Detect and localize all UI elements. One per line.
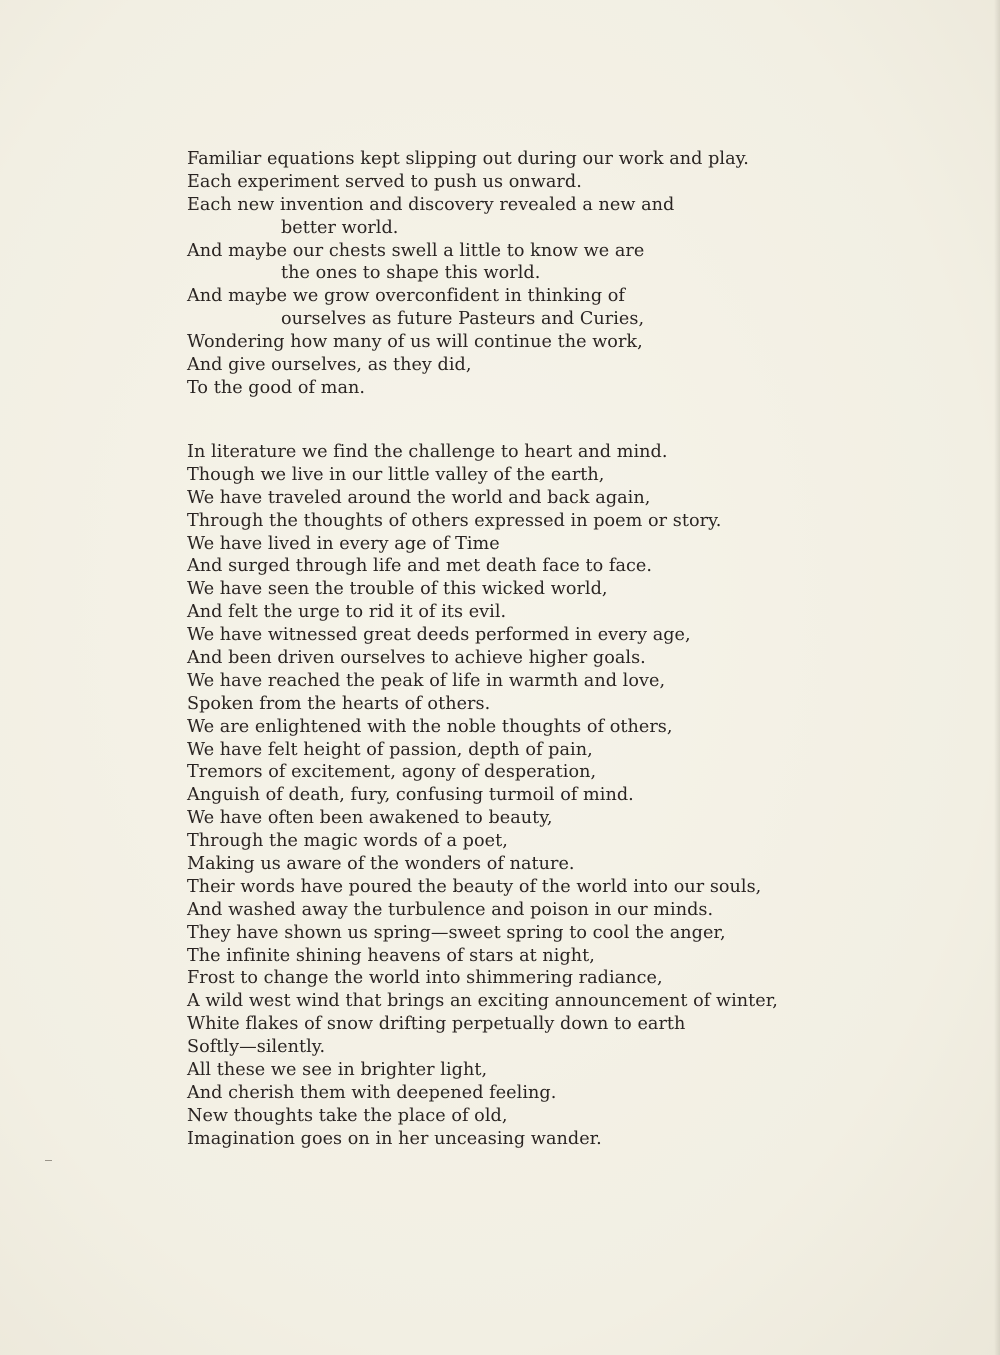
- poem-line: And maybe our chests swell a little to know we are: [187, 240, 645, 261]
- poem-line: They have shown us spring—sweet spring to cool the anger,: [187, 922, 726, 943]
- poem-line: All these we see in brighter light,: [187, 1060, 488, 1081]
- poem-line: And washed away the turbulence and poison in our minds.: [187, 899, 714, 920]
- poem-line: Their words have poured the beauty of the world into our souls,: [187, 876, 762, 897]
- poem-line: And surged through life and met death face to face.: [187, 556, 652, 577]
- poem-line: Spoken from the hearts of others.: [187, 693, 491, 714]
- poem-line: And been driven ourselves to achieve higher goals.: [187, 648, 646, 669]
- poem-line: Tremors of excitement, agony of desperation,: [187, 762, 597, 783]
- poem-stanza-science: [187, 148, 749, 400]
- poem-line: Each experiment served to push us onward.: [187, 171, 582, 192]
- poem-line: A wild west wind that brings an exciting announcement of winter,: [187, 991, 778, 1012]
- poem-line: Though we live in our little valley of the earth,: [187, 464, 605, 485]
- poem-line: Wondering how many of us will continue the work,: [187, 332, 643, 353]
- poem-line: And cherish them with deepened feeling.: [187, 1082, 557, 1103]
- poem-line: We have witnessed great deeds performed in every age,: [187, 625, 691, 646]
- margin-mark: [45, 1160, 52, 1161]
- poem-line: We have felt height of passion, depth of pain,: [187, 739, 593, 760]
- poem-line: Through the magic words of a poet,: [187, 831, 508, 852]
- poem-line: Through the thoughts of others expressed in poem or story.: [187, 510, 722, 531]
- poem-stanza-literature: [187, 441, 778, 1151]
- poem-line: Familiar equations kept slipping out during our work and play.: [187, 149, 749, 169]
- poem-line: We have reached the peak of life in warmth and love,: [187, 670, 666, 691]
- poem-line: Imagination goes on in her unceasing wander.: [187, 1128, 602, 1149]
- poem-line: In literature we find the challenge to heart and mind.: [187, 442, 668, 462]
- poem-line: Anguish of death, fury, confusing turmoil of mind.: [187, 785, 634, 806]
- poem-line: And maybe we grow overconfident in thinking of: [187, 286, 625, 307]
- poem-line: New thoughts take the place of old,: [187, 1105, 508, 1126]
- poem-line: And give ourselves, as they did,: [187, 355, 472, 376]
- poem-line: We have often been awakened to beauty,: [187, 808, 553, 829]
- poem-line: Frost to change the world into shimmering radiance,: [187, 968, 663, 989]
- poem-line: The infinite shining heavens of stars at night,: [187, 945, 595, 966]
- poem-line-indented: the ones to shape this world.: [281, 263, 541, 284]
- poem-line: To the good of man.: [187, 377, 366, 398]
- poem-line-indented: ourselves as future Pasteurs and Curies,: [281, 309, 645, 330]
- poem-line: Softly—silently.: [187, 1037, 326, 1058]
- poem-line: Each new invention and discovery revealed a new and: [187, 194, 675, 215]
- poem-line: And felt the urge to rid it of its evil.: [187, 602, 507, 623]
- poem-line: Making us aware of the wonders of nature.: [187, 854, 575, 875]
- page-edge-shadow: [994, 0, 1000, 1355]
- poem-line-indented: better world.: [281, 217, 399, 238]
- poem-line: White flakes of snow drifting perpetually down to earth: [187, 1014, 686, 1035]
- poem-line: We have lived in every age of Time: [187, 533, 500, 554]
- poem-line: We have traveled around the world and back again,: [187, 487, 651, 508]
- poem-line: We have seen the trouble of this wicked world,: [187, 579, 608, 600]
- poem-line: We are enlightened with the noble thoughts of others,: [187, 716, 673, 737]
